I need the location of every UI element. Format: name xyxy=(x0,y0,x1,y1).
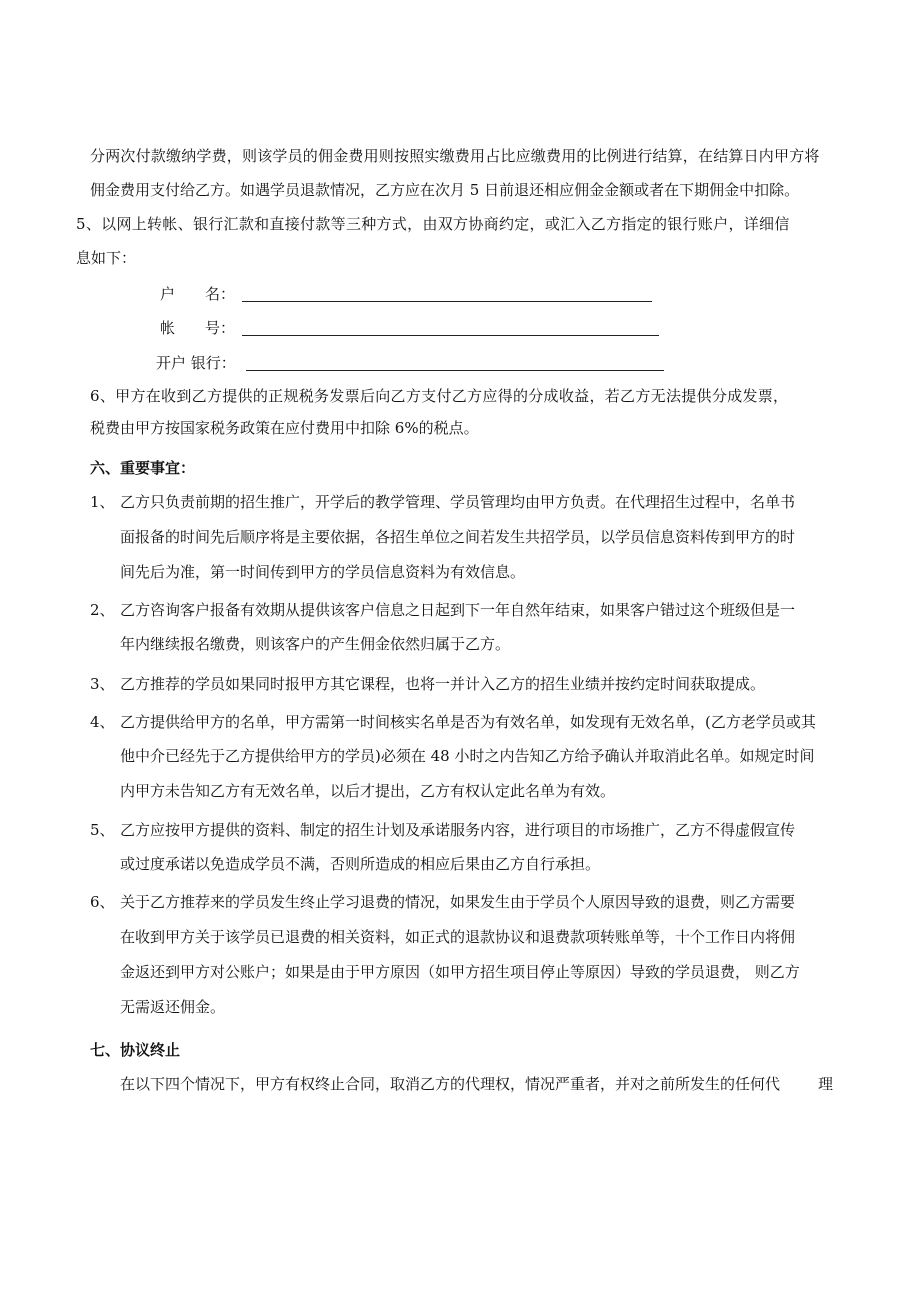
item-line: 乙方应按甲方提供的资料、制定的招生计划及承诺服务内容，进行项目的市场推广，乙方不得虚假宣传 xyxy=(120,821,796,839)
item-line: 金返还到甲方对公账户；如果是由于甲方原因（如甲方招生项目停止等原因）导致的学员退费， 则乙方 xyxy=(120,963,800,981)
paragraph-line: 5、以网上转帐、银行汇款和直接付款等三种方式，由双方协商约定，或汇入乙方指定的银行账户，详细信 xyxy=(76,215,790,233)
account-number-blank xyxy=(242,335,659,336)
bank-name-label: 开户 银行： xyxy=(156,354,236,372)
bank-name-blank xyxy=(246,370,664,371)
item-line: 或过度承诺以免造成学员不满，否则所造成的相应后果由乙方自行承担。 xyxy=(120,855,601,873)
item-line: 内甲方未告知乙方有无效名单，以后才提出，乙方有权认定此名单为有效。 xyxy=(120,782,616,800)
item-number: 1、 xyxy=(90,493,115,511)
termination-text-tail: 理 xyxy=(818,1075,834,1093)
tax-line: 税费由甲方按国家税务政策在应付费用中扣除 6%的税点。 xyxy=(90,419,479,437)
item-line: 乙方推荐的学员如果同时报甲方其它课程，也将一并计入乙方的招生业绩并按约定时间获取提成。 xyxy=(120,675,766,693)
item-line: 关于乙方推荐来的学员发生终止学习退费的情况，如果发生由于学员个人原因导致的退费，则乙方需要 xyxy=(120,893,796,911)
section-heading: 七、协议终止 xyxy=(90,1041,181,1059)
section-heading: 六、重要事宜： xyxy=(90,459,196,477)
item-number: 2、 xyxy=(90,601,115,619)
paragraph-line: 分两次付款缴纳学费，则该学员的佣金费用则按照实缴费用占比应缴费用的比例进行结算，在结算日内甲方将 xyxy=(90,147,820,165)
item-line: 乙方咨询客户报备有效期从提供该客户信息之日起到下一年自然年结束，如果客户错过这个班级但是一 xyxy=(120,601,796,619)
item-line: 他中介已经先于乙方提供给甲方的学员)必须在 48 小时之内告知乙方给予确认并取消此名单。如规定时间 xyxy=(120,747,815,765)
item-number: 3、 xyxy=(90,675,115,693)
paragraph-line: 佣金费用支付给乙方。如遇学员退款情况，乙方应在次月 5 日前退还相应佣金金额或者在下期佣金中扣除。 xyxy=(90,181,800,199)
account-name-blank xyxy=(242,301,652,302)
item-line: 间先后为准，第一时间传到甲方的学员信息资料为有效信息。 xyxy=(120,563,526,581)
account-number-label: 帐 号： xyxy=(160,319,236,337)
paragraph-line: 息如下： xyxy=(76,249,137,267)
item-line: 乙方只负责前期的招生推广，开学后的教学管理、学员管理均由甲方负责。在代理招生过程中，名单书 xyxy=(120,493,796,511)
item-line: 无需返还佣金。 xyxy=(120,998,226,1016)
account-name-label: 户 名： xyxy=(160,285,236,303)
item-number: 4、 xyxy=(90,713,115,731)
item-line: 乙方提供给甲方的名单，甲方需第一时间核实名单是否为有效名单，如发现有无效名单，(乙方老学员或其 xyxy=(120,713,816,731)
tax-line: 6、甲方在收到乙方提供的正规税务发票后向乙方支付乙方应得的分成收益，若乙方无法提供分成发票， xyxy=(90,387,789,405)
item-line: 面报备的时间先后顺序将是主要依据，各招生单位之间若发生共招学员，以学员信息资料传到甲方的时 xyxy=(120,528,796,546)
item-number: 6、 xyxy=(90,893,115,911)
item-line: 在收到甲方关于该学员已退费的相关资料，如正式的退款协议和退费款项转账单等，十个工作日内将佣 xyxy=(120,928,796,946)
item-number: 5、 xyxy=(90,821,115,839)
item-line: 年内继续报名缴费，则该客户的产生佣金依然归属于乙方。 xyxy=(120,635,511,653)
termination-text: 在以下四个情况下，甲方有权终止合同，取消乙方的代理权，情况严重者，并对之前所发生的任何代 xyxy=(120,1075,781,1093)
